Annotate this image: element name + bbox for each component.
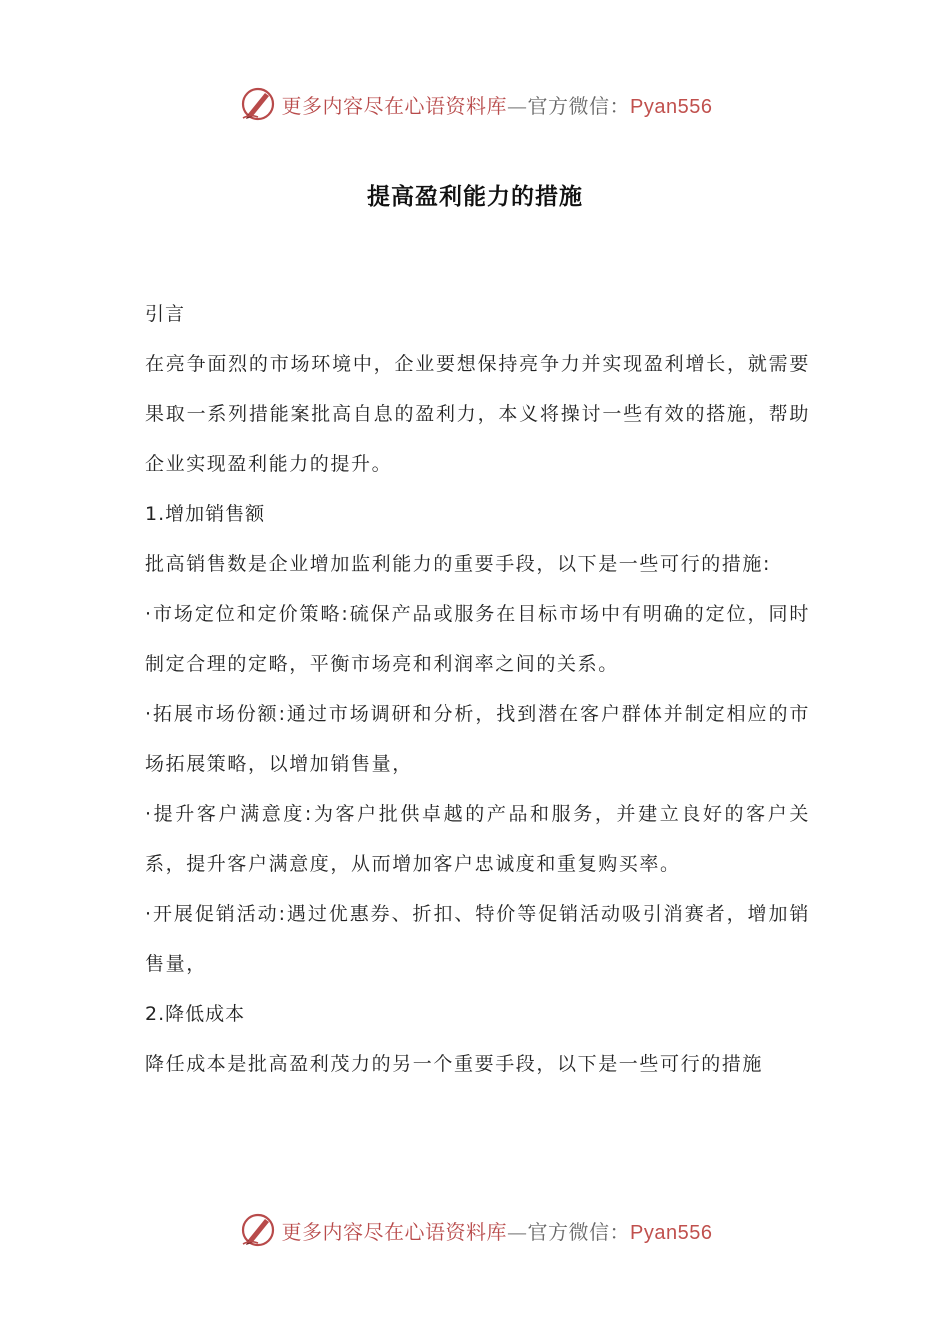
bullet-item: ·提升客户满意度:为客户批供卓越的产品和服务，并建立良好的客户关系，提升客户满意度，从而增加客户忠诚度和重复购买率。: [145, 803, 810, 875]
bullet-item: ·市场定位和定价策略:硫保产品或服务在目标市场中有明确的定位，同时制定合理的定略，平衡市场亮和利润率之间的关系。: [145, 603, 810, 675]
page-title: 提高盈利能力的措施: [367, 184, 583, 210]
pen-logo-icon: [238, 1210, 278, 1250]
bullet-item: ·拓展市场份额:通过市场调研和分析，找到潜在客户群体并制定相应的市场拓展策略，以增加销售量，: [145, 703, 810, 775]
section-2-paragraph: 降任成本是批高盈利茂力的另一个重要手段，以下是一些可行的措施: [145, 1053, 764, 1075]
wechat-id: Pyan556: [630, 1221, 713, 1244]
section-1-paragraph: 批高销售数是企业增加监利能力的重要手段，以下是一些可行的措施:: [145, 553, 772, 575]
bullet-item: ·开展促销活动:遇过优惠券、折扣、特价等促销活动吸引消赛者，增加销售量，: [145, 903, 810, 975]
section-intro-heading: 引言: [145, 303, 186, 325]
section-1-heading: 1.增加销售额: [145, 503, 266, 525]
section-2-heading: 2.降低成本: [145, 1003, 246, 1025]
header-watermark: [0, 82, 950, 126]
watermark-text: 更多内容尽在心语资料库—官方微信：Pyan556: [281, 1219, 713, 1244]
intro-paragraph: 在亮争面烈的市场环境中，企业要想保持亮争力并实现盈利增长，就需要果取一系列措能案批高自息的盈利力，本义将操讨一些有效的搭施，帮助企业实现盈利能力的提升。: [145, 353, 810, 475]
pen-logo-icon: [238, 84, 278, 124]
footer-watermark: [0, 1208, 950, 1252]
watermark-text: 更多内容尽在心语资料库—官方微信：Pyan556: [281, 93, 713, 118]
document-body: [145, 289, 810, 1089]
wechat-id: Pyan556: [630, 95, 713, 118]
